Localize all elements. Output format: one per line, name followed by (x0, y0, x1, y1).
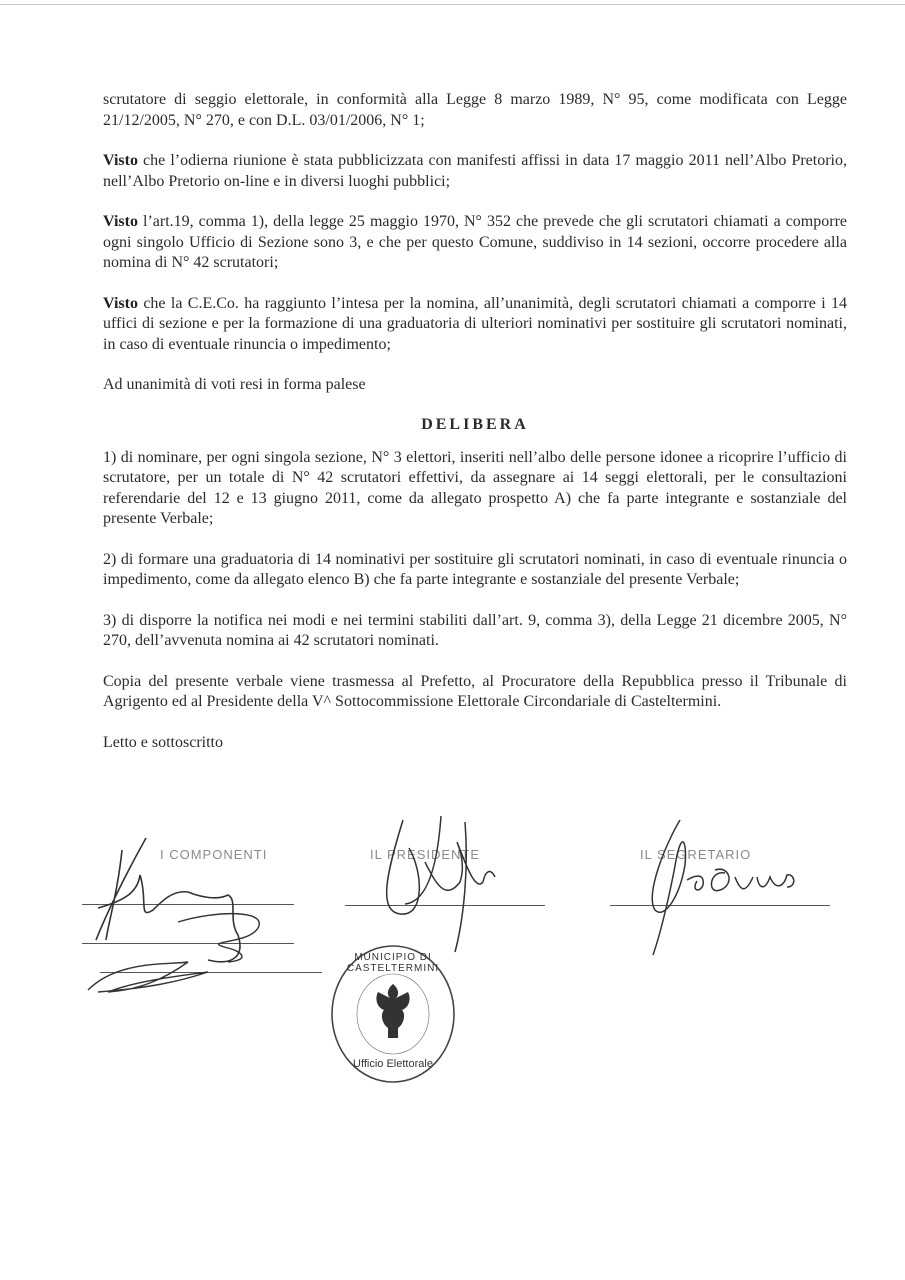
visto-publicity-text: che l’odierna riunione è stata pubblicizzata con manifesti affissi in data 17 maggio 2011 nell’Albo Pretorio, nell’Albo Pretorio on-line e in diversi luoghi pubblici; (103, 152, 847, 190)
stamp-top-text: MUNICIPIO DI CASTELTERMINI (346, 952, 440, 974)
visto-keyword: Visto (103, 152, 138, 169)
resolution-3: 3) di disporre la notifica nei modi e nei termini stabiliti dall’art. 9, comma 3), della Legge 21 dicembre 2005, N° 270, dell’avvenuta nomina ai 42 scrutatori nominati. (103, 611, 847, 649)
stamp-bottom-text: Ufficio Elettorale (353, 1058, 433, 1070)
paragraph-visto-publicity (103, 151, 847, 192)
paragraph-visto-law (103, 212, 847, 274)
secretary-label: IL SEGRETARIO (640, 847, 752, 862)
paragraph-intro: scrutatore di seggio elettorale, in conformità alla Legge 8 marzo 1989, N° 95, come modificata con Legge 21/12/2005, N° 270, e con D.L. 03/01/2006, N° 1; (103, 91, 847, 129)
visto-ceco-text: che la C.E.Co. ha raggiunto l’intesa per la nomina, all’unanimità, degli scrutatori chiamati a comporre i 14 uffici di sezione e per la formazione di una graduatoria di ulteriori nominativi per sostituire gli scrutatori nominati, in caso di eventuale rinuncia o impedimento; (103, 294, 847, 353)
resolution-1: 1) di nominare, per ogni singola sezione, N° 3 elettori, inseriti nell’albo delle persone idonee a ricoprire l’ufficio di scrutatore, per un totale di N° 42 scrutatori effettivi, da assegnare ai 14 seggi elettorali, per le consultazioni referendarie del 12 e 13 giugno 2011, come da allegato prospetto A) che fa parte integrante e sostanziale del presente Verbale; (103, 448, 847, 527)
closing-text: Letto e sottoscritto (103, 733, 223, 751)
signature-secretary (625, 815, 825, 960)
resolution-2: 2) di formare una graduatoria di 14 nominativi per sostituire gli scrutatori nominati, in caso di eventuale rinuncia o impedimento, come da allegato elenco B) che fa parte integrante e sostanziale del presente Verbale; (103, 550, 847, 588)
visto-keyword: Visto (103, 294, 138, 312)
copy-notice: Copia del presente verbale viene trasmessa al Prefetto, al Procuratore della Repubblica presso il Tribunale di Agrigento ed al Presidente della V^ Sottocommissione Elettorale Circondariale di Casteltermini. (103, 672, 847, 710)
official-stamp (328, 938, 458, 1086)
visto-law-text: l’art.19, comma 1), della legge 25 maggio 1970, N° 352 che prevede che gli scrutatori chiamati a comporre ogni singolo Ufficio di Sezione sono 3, e che per questo Comune, suddiviso in 14 sezioni, occorre procedere alla nomina di N° 42 scrutatori; (103, 213, 847, 271)
top-rule (0, 4, 905, 5)
document-body (103, 90, 847, 753)
eagle-icon (376, 984, 409, 1038)
paragraph-unanimity: Ad unanimità di voti resi in forma palese (103, 376, 366, 393)
president-label: IL PRESIDENTE (370, 847, 481, 862)
delibera-heading: DELIBERA (421, 415, 529, 433)
components-label: I COMPONENTI (160, 847, 268, 862)
signature-components (78, 830, 308, 1005)
visto-keyword: Visto (103, 213, 138, 230)
paragraph-visto-ceco (103, 294, 847, 356)
